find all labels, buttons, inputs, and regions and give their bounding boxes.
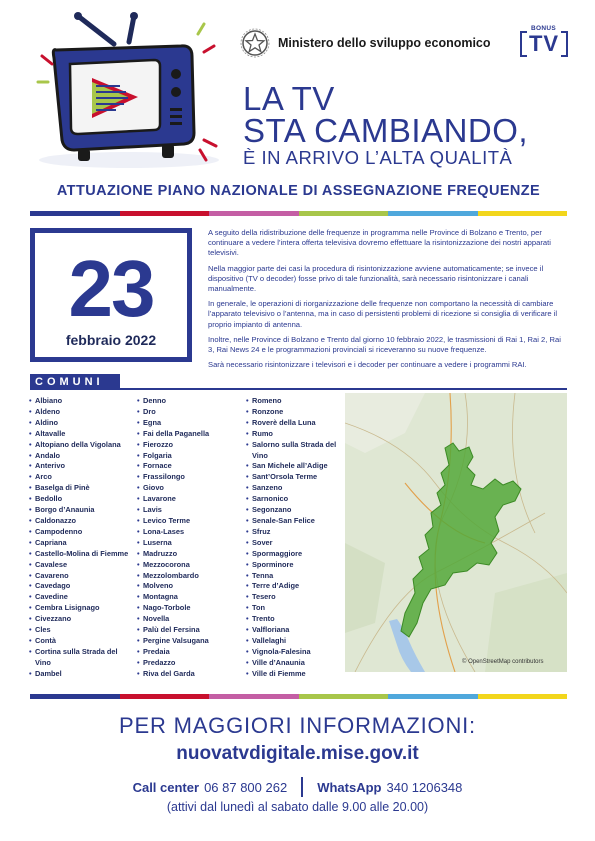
comune-item: • Palù del Fersina xyxy=(137,625,242,636)
opening-hours: (attivi dal lunedì al sabato dalle 9.00 alle 20.00) xyxy=(166,800,429,814)
comune-item: • Cortina sulla Strada del Vino xyxy=(29,647,134,669)
bonus-tv-logo xyxy=(518,25,570,57)
comune-item: • Lavis xyxy=(137,505,242,516)
stripe-segment xyxy=(388,211,478,216)
comune-item: • Romeno xyxy=(246,396,346,407)
comune-item: • Andalo xyxy=(29,451,134,462)
comune-item: • Montagna xyxy=(137,592,242,603)
comune-item: • Pergine Valsugana xyxy=(137,636,242,647)
callcenter-label: Call center xyxy=(132,779,200,795)
comune-item: • Sanzeno xyxy=(246,483,346,494)
comune-item: • Dro xyxy=(137,407,242,418)
body-paragraph-3: In generale, le operazioni di riorganizzazione delle frequenze non comportano la necessità di cambiare l’apparato televisivo o l’antenna, ma in caso di persistenti problemi di ricezione si consiglia di verificare il proprio impianto di antenna. xyxy=(208,299,558,329)
comune-item: • Cembra Lisignago xyxy=(29,603,134,614)
body-paragraph-1: A seguito della ridistribuzione delle frequenze in programma nelle Province di Bolzano e Trento, per continuare a vedere l’intera offerta televisiva dovremo effettuare la risintonizzazione dei nostri apparati televisivi. xyxy=(208,228,551,258)
comune-item: • Aldeno xyxy=(29,407,134,418)
comune-item: • Altavalle xyxy=(29,429,134,440)
stripe-segment xyxy=(478,211,568,216)
comune-item: • Giovo xyxy=(137,483,242,494)
date-month: febbraio 2022 xyxy=(65,332,157,348)
body-paragraph-4: Inoltre, nelle Province di Bolzano e Trento dal giorno 10 febbraio 2022, le trasmissioni di Rai 1, Rai 2, Rai 3, Rai News 24 e le programmazioni provinciali si riceveranno su nuove frequenze. xyxy=(208,334,561,355)
comune-item: • Dambel xyxy=(29,669,134,680)
comuni-heading: COMUNI xyxy=(30,374,120,390)
comune-item: • Ronzone xyxy=(246,407,346,418)
comune-item: • Sarnonico xyxy=(246,494,346,505)
comune-item: • Mezzocorona xyxy=(137,560,242,571)
comune-item: • Senale-San Felice xyxy=(246,516,346,527)
body-paragraph-2: Nella maggior parte dei casi la procedura di risintonizzazione avviene automaticamente; se invece il dispositivo (TV o decoder) fosse privo di tale funzionalità, sarà necessario risintonizzare i canali manualmente. xyxy=(208,263,544,294)
headline-line-1: LA TV xyxy=(243,80,335,117)
bonus-tv-text: TV xyxy=(520,31,568,57)
comune-item: • Sporminore xyxy=(246,560,346,571)
headline-line-3: È IN ARRIVO L’ALTA QUALITÀ xyxy=(243,147,513,168)
section-title: ATTUAZIONE PIANO NAZIONALE DI ASSEGNAZIONE FREQUENZE xyxy=(56,183,541,199)
comune-item: • Fierozzo xyxy=(137,440,242,451)
comune-item: • Ville d’Anaunia xyxy=(246,658,346,669)
contacts-separator xyxy=(301,777,303,797)
comune-item: • Trento xyxy=(246,614,346,625)
comune-item: • Madruzzo xyxy=(137,549,242,560)
comuni-column-2 xyxy=(137,396,242,680)
comune-item: • Riva del Garda xyxy=(137,669,242,680)
stripe-segment xyxy=(478,694,568,699)
region-map xyxy=(345,393,567,672)
comune-item: • Frassilongo xyxy=(137,472,242,483)
comune-item: • Ton xyxy=(246,603,346,614)
italian-emblem-icon xyxy=(240,28,270,58)
color-stripe-top xyxy=(30,211,567,216)
comune-item: • Cavalese xyxy=(29,560,134,571)
comune-item: • Altopiano della Vigolana xyxy=(29,440,134,451)
comune-item: • Arco xyxy=(29,472,134,483)
stripe-segment xyxy=(30,694,120,699)
comune-item: • Terre d’Adige xyxy=(246,581,346,592)
comune-item: • Predaia xyxy=(137,647,242,658)
website-link[interactable]: nuovatvdigitale.mise.gov.it xyxy=(176,743,419,764)
body-text xyxy=(208,228,568,375)
comune-item: • Aldino xyxy=(29,418,134,429)
comune-item: • Sfruz xyxy=(246,527,346,538)
comuni-column-1 xyxy=(29,396,134,680)
comune-item: • Bedollo xyxy=(29,494,134,505)
comune-item: • Albiano xyxy=(29,396,134,407)
comune-item: • Sover xyxy=(246,538,346,549)
comuni-column-3 xyxy=(246,396,346,680)
comune-item: • Cavedago xyxy=(29,581,134,592)
comune-item: • Luserna xyxy=(137,538,242,549)
callcenter-number[interactable]: 06 87 800 262 xyxy=(204,779,288,795)
comune-item: • Tesero xyxy=(246,592,346,603)
comune-item: • Ville di Fiemme xyxy=(246,669,346,680)
comune-item: • Anterivo xyxy=(29,461,134,472)
comune-item: • Campodenno xyxy=(29,527,134,538)
comune-item: • Roverè della Luna xyxy=(246,418,346,429)
comune-item: • Rumo xyxy=(246,429,346,440)
body-paragraph-5: Sarà necessario risintonizzare i televisori e i decoder per continuare a vedere i programmi RAI. xyxy=(208,360,527,370)
comune-item: • Sant’Orsola Terme xyxy=(246,472,346,483)
comuni-divider xyxy=(120,388,567,390)
stripe-segment xyxy=(388,694,478,699)
contacts-row xyxy=(0,777,595,797)
comune-item: • Cavareno xyxy=(29,571,134,582)
comune-item: • Valfloriana xyxy=(246,625,346,636)
comune-item: • Capriana xyxy=(29,538,134,549)
map-credit: © OpenStreetMap contributors xyxy=(462,659,544,665)
comune-item: • San Michele all’Adige xyxy=(246,461,346,472)
comune-item: • Salorno sulla Strada del Vino xyxy=(246,440,346,462)
comune-item: • Contà xyxy=(29,636,134,647)
bonus-label: BONUS xyxy=(531,25,556,32)
comune-item: • Cles xyxy=(29,625,134,636)
comune-item: • Egna xyxy=(137,418,242,429)
comune-item: • Tenna xyxy=(246,571,346,582)
comune-item: • Predazzo xyxy=(137,658,242,669)
comune-item: • Fai della Paganella xyxy=(137,429,242,440)
stripe-segment xyxy=(209,694,299,699)
whatsapp-label: WhatsApp xyxy=(317,779,382,795)
comune-item: • Novella xyxy=(137,614,242,625)
comune-item: • Levico Terme xyxy=(137,516,242,527)
comune-item: • Fornace xyxy=(137,461,242,472)
stripe-segment xyxy=(299,694,389,699)
comune-item: • Vallelaghi xyxy=(246,636,346,647)
comune-item: • Molveno xyxy=(137,581,242,592)
comune-item: • Baselga di Pinè xyxy=(29,483,134,494)
comune-item: • Vignola-Falesina xyxy=(246,647,346,658)
comune-item: • Lavarone xyxy=(137,494,242,505)
tv-illustration xyxy=(34,12,219,172)
stripe-segment xyxy=(299,211,389,216)
comune-item: • Folgaria xyxy=(137,451,242,462)
color-stripe-bottom xyxy=(30,694,567,699)
comune-item: • Caldonazzo xyxy=(29,516,134,527)
comune-item: • Borgo d’Anaunia xyxy=(29,505,134,516)
comune-item: • Segonzano xyxy=(246,505,346,516)
comune-item: • Lona-Lases xyxy=(137,527,242,538)
whatsapp-number[interactable]: 340 1206348 xyxy=(386,779,463,795)
ministry-name: Ministero dello sviluppo economico xyxy=(278,36,491,50)
comune-item: • Civezzano xyxy=(29,614,134,625)
comune-item: • Cavedine xyxy=(29,592,134,603)
date-day: 23 xyxy=(68,244,154,333)
comune-item: • Nago-Torbole xyxy=(137,603,242,614)
stripe-segment xyxy=(120,694,210,699)
more-info-title: PER MAGGIORI INFORMAZIONI: xyxy=(119,713,476,738)
ministry-header xyxy=(240,28,491,58)
comune-item: • Mezzolombardo xyxy=(137,571,242,582)
stripe-segment xyxy=(30,211,120,216)
date-box xyxy=(30,228,192,362)
comune-item: • Spormaggiore xyxy=(246,549,346,560)
headline-line-2: STA CAMBIANDO, xyxy=(243,112,529,149)
comune-item: • Castello-Molina di Fiemme xyxy=(29,549,134,560)
stripe-segment xyxy=(120,211,210,216)
comune-item: • Denno xyxy=(137,396,242,407)
stripe-segment xyxy=(209,211,299,216)
